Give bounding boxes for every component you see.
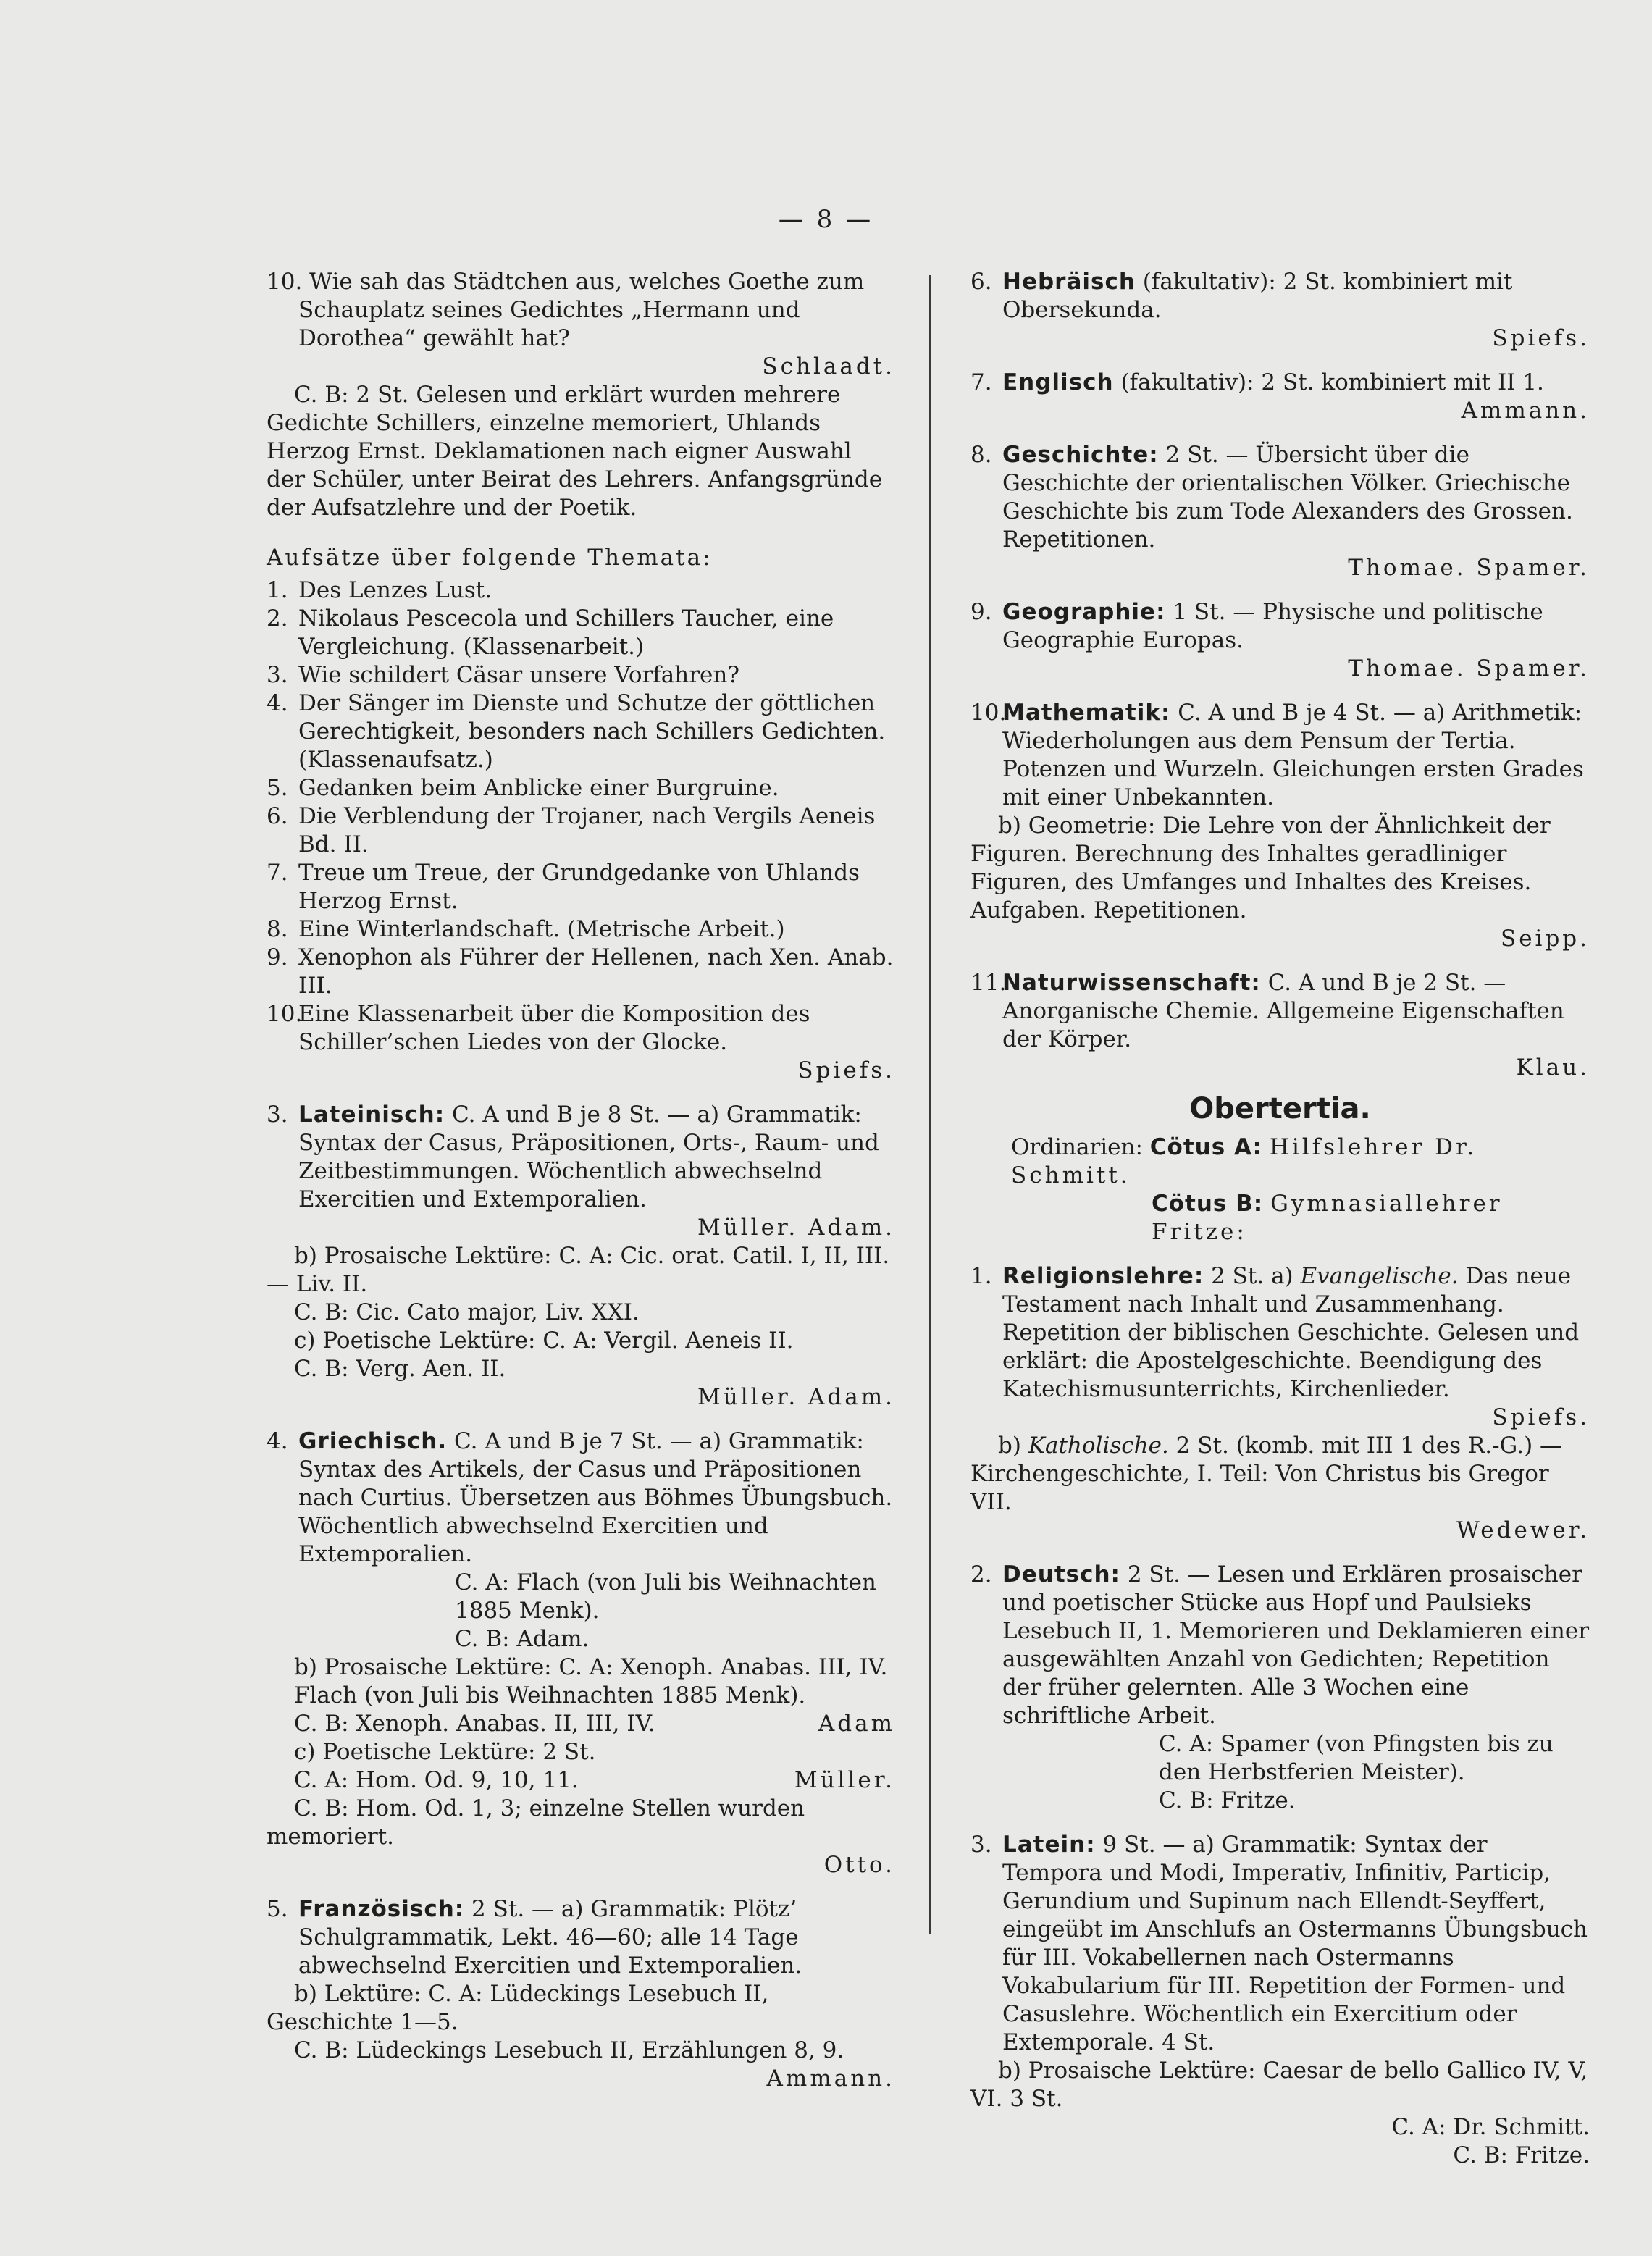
teacher-name: Ammann. [1461, 398, 1590, 424]
list-item: 3. Wie schildert Cäsar unsere Vorfahren? [267, 662, 739, 688]
greek-section: 4. Griechisch. C. A und B je 7 St. — a) Grammatik: Syntax des Artikels, der Casus und Präpositionen nach Curtius. Übersetzen aus Böhmes Übungsbuch. Wöchentlich abwechselnd Exercitien und Extemporalien. [267, 1428, 893, 1567]
greek-poetry-cb: C. B: Hom. Od. 1, 3; einzelne Stellen wurden memoriert. [267, 1795, 805, 1850]
french-reading: b) Lektüre: C. A: Lüdeckings Lesebuch II, Geschichte 1—5. [267, 1981, 769, 2035]
teacher-name: Schlaadt. [762, 353, 895, 380]
teacher-name: Seipp. [1500, 926, 1590, 952]
ordinarien-a: Ordinarien: Cötus A: Hilfslehrer Dr. Schmitt. [1011, 1134, 1477, 1188]
teacher-name: Otto. [823, 1852, 895, 1878]
teacher-name: Spiefs. [1492, 1404, 1590, 1430]
latin-prose-cb: C. B: Cic. Cato major, Liv. XXI. [294, 1299, 640, 1325]
greek-ca: C. A: Flach (von Juli bis Weihnachten 1885 Menk). [455, 1569, 876, 1624]
list-item: 8. Eine Winterlandschaft. (Metrische Arbeit.) [267, 916, 785, 942]
math-section: 10.Mathematik: C. A und B je 4 St. — a) Arithmetik: Wiederholungen aus dem Pensum der Tertia. Potenzen und Wurzeln. Gleichungen ersten Grades mit einer Unbekannten. [970, 700, 1584, 810]
teacher-name: Wedewer. [1456, 1517, 1590, 1543]
greek-cb: C. B: Adam. [455, 1626, 590, 1652]
geography-section: 9. Geographie: 1 St. — Physische und politische Geographie Europas. [970, 599, 1543, 653]
latin-section: 3. Lateinisch: C. A und B je 8 St. — a) Grammatik: Syntax der Casus, Präpositionen, Orts-, Raum- und Zeitbestimmungen. Wöchentlich abwechselnd Exercitien und Extemporalien. [267, 1102, 879, 1212]
german-cb: C. B: Fritze. [1159, 1787, 1296, 1813]
section-title: Obertertia. [1189, 1092, 1371, 1125]
teacher-name: Spiefs. [1492, 325, 1590, 351]
cb-german-text: C. B: 2 St. Gelesen und erklärt wurden mehrere Gedichte Schillers, einzelne memoriert, Uhlands Herzog Ernst. Deklamationen nach eigner Auswahl der Schüler, unter Beirat des Lehrers. Anfangsgründe der Aufsatzlehre und der Poetik. [267, 382, 883, 521]
teacher-name: Thomae. Spamer. [1348, 655, 1590, 682]
list-item: 10.Eine Klassenarbeit über die Komposition des Schiller’schen Liedes von der Glocke. [267, 1001, 810, 1055]
latin-poetry-cb: C. B: Verg. Aen. II. [294, 1356, 506, 1382]
hebrew-section: 6. Hebräisch (fakultativ): 2 St. kombiniert mit Obersekunda. [970, 269, 1513, 323]
teacher-name: Spiefs. [797, 1057, 895, 1083]
topics-list [267, 576, 895, 1057]
latin-section-right: 3. Latein: 9 St. — a) Grammatik: Syntax der Tempora und Modi, Imperativ, Infinitiv, Particip, Gerundium und Supinum nach Ellendt-Seyffert, eingeübt im Anschlufs an Ostermanns Übungsbuch für III. Vokabellernen nach Ostermanns Vokabularium für III. Repetition der Formen- und Casuslehre. Wöchentlich ein Exercitium oder Extemporale. 4 St. [970, 1832, 1588, 2055]
list-item: 9. Xenophon als Führer der Hellenen, nach Xen. Anab. III. [267, 944, 894, 999]
page-number: — 8 — [778, 205, 874, 234]
greek-prose-cb: C. B: Xenoph. Anabas. II, III, IV. Adam [294, 1711, 895, 1737]
latin-ca-right: C. A: Dr. Schmitt. [1391, 2114, 1590, 2140]
right-column [970, 268, 1590, 2170]
left-column [267, 268, 895, 2093]
teacher-name: Ammann. [766, 2066, 895, 2092]
history-section: 8. Geschichte: 2 St. — Übersicht über die Geschichte der orientalischen Völker. Griechische Geschichte bis zum Tode Alexanders des Grossen. Repetitionen. [970, 442, 1573, 553]
german-section: 2. Deutsch: 2 St. — Lesen und Erklären prosaischer und poetischer Stücke aus Hopf und Paulsieks Lesebuch II, 1. Memorieren und Deklamieren einer ausgewählten Anzahl von Gedichten; Repetition der früher gelernten. Alle 3 Wochen eine schriftliche Arbeit. [970, 1561, 1590, 1729]
list-item: 6. Die Verblendung der Trojaner, nach Vergils Aeneis Bd. II. [267, 803, 876, 857]
math-geometry: b) Geometrie: Die Lehre von der Ähnlichkeit der Figuren. Berechnung des Inhaltes geradliniger Figuren, des Umfanges und Inhaltes des Kreises. Aufgaben. Repetitionen. [970, 813, 1551, 923]
latin-prose-right: b) Prosaische Lektüre: Caesar de bello Gallico IV, V, VI. 3 St. [970, 2058, 1588, 2112]
religion-section: 1. Religionslehre: 2 St. a) Evangelische. Das neue Testament nach Inhalt und Zusammenhang. Repetition der biblischen Geschichte. Gelesen und erklärt: die Apostelgeschichte. Beendigung des Katechismusunterrichts, Kirchenlieder. [970, 1263, 1580, 1402]
science-section: 11.Naturwissenschaft: C. A und B je 2 St. — Anorganische Chemie. Allgemeine Eigenschaften der Körper. [970, 970, 1564, 1052]
list-item: 1. Des Lenzes Lust. [267, 577, 492, 603]
religion-catholic: b) Katholische. 2 St. (komb. mit III 1 des R.-G.) — Kirchengeschichte, I. Teil: Von Christus bis Gregor VII. [970, 1433, 1563, 1515]
english-section: 7. Englisch (fakultativ): 2 St. kombiniert mit II 1. [970, 369, 1544, 395]
latin-cb-right: C. B: Fritze. [1453, 2142, 1590, 2168]
themes-heading: Aufsätze über folgende Themata: [267, 545, 713, 571]
german-ca: C. A: Spamer (von Pfingsten bis zu den Herbstferien Meister). [1159, 1731, 1554, 1785]
list-item: 2. Nikolaus Pescecola und Schillers Taucher, eine Vergleichung. (Klassenarbeit.) [267, 605, 834, 660]
teacher-name: Müller. Adam. [697, 1215, 895, 1241]
teacher-name: Müller. Adam. [697, 1384, 895, 1410]
french-reading-cb: C. B: Lüdeckings Lesebuch II, Erzählungen 8, 9. [294, 2037, 844, 2063]
teacher-name: Klau. [1516, 1054, 1590, 1081]
list-item: 5. Gedanken beim Anblicke einer Burgruine. [267, 775, 779, 801]
greek-prose: b) Prosaische Lektüre: C. A: Xenoph. Anabas. III, IV. [294, 1654, 888, 1680]
ordinarien-b: Cötus B: Gymnasiallehrer Fritze: [1152, 1191, 1503, 1245]
greek-poetry-ca: C. A: Hom. Od. 9, 10, 11. Müller. [294, 1767, 895, 1793]
essay-question-10: 10. Wie sah das Städtchen aus, welches Goethe zum Schauplatz seines Gedichtes „Hermann und Dorothea“ gewählt hat? [267, 269, 865, 351]
column-divider [929, 275, 931, 1934]
list-item: 4. Der Sänger im Dienste und Schutze der göttlichen Gerechtigkeit, besonders nach Schillers Gedichten. (Klassenaufsatz.) [267, 690, 886, 773]
teacher-name: Thomae. Spamer. [1348, 555, 1590, 581]
latin-poetry: c) Poetische Lektüre: C. A: Vergil. Aeneis II. [294, 1328, 794, 1354]
greek-flach: Flach (von Juli bis Weihnachten 1885 Menk). [294, 1682, 806, 1708]
latin-prose: b) Prosaische Lektüre: C. A: Cic. orat. Catil. I, II, III. — Liv. II. [267, 1243, 890, 1297]
greek-poetry: c) Poetische Lektüre: 2 St. [294, 1739, 596, 1765]
french-section: 5. Französisch: 2 St. — a) Grammatik: Plötz’ Schulgrammatik, Lekt. 46—60; alle 14 Tage abwechselnd Exercitien und Extemporalien. [267, 1896, 802, 1979]
list-item: 7. Treue um Treue, der Grundgedanke von Uhlands Herzog Ernst. [267, 860, 860, 914]
